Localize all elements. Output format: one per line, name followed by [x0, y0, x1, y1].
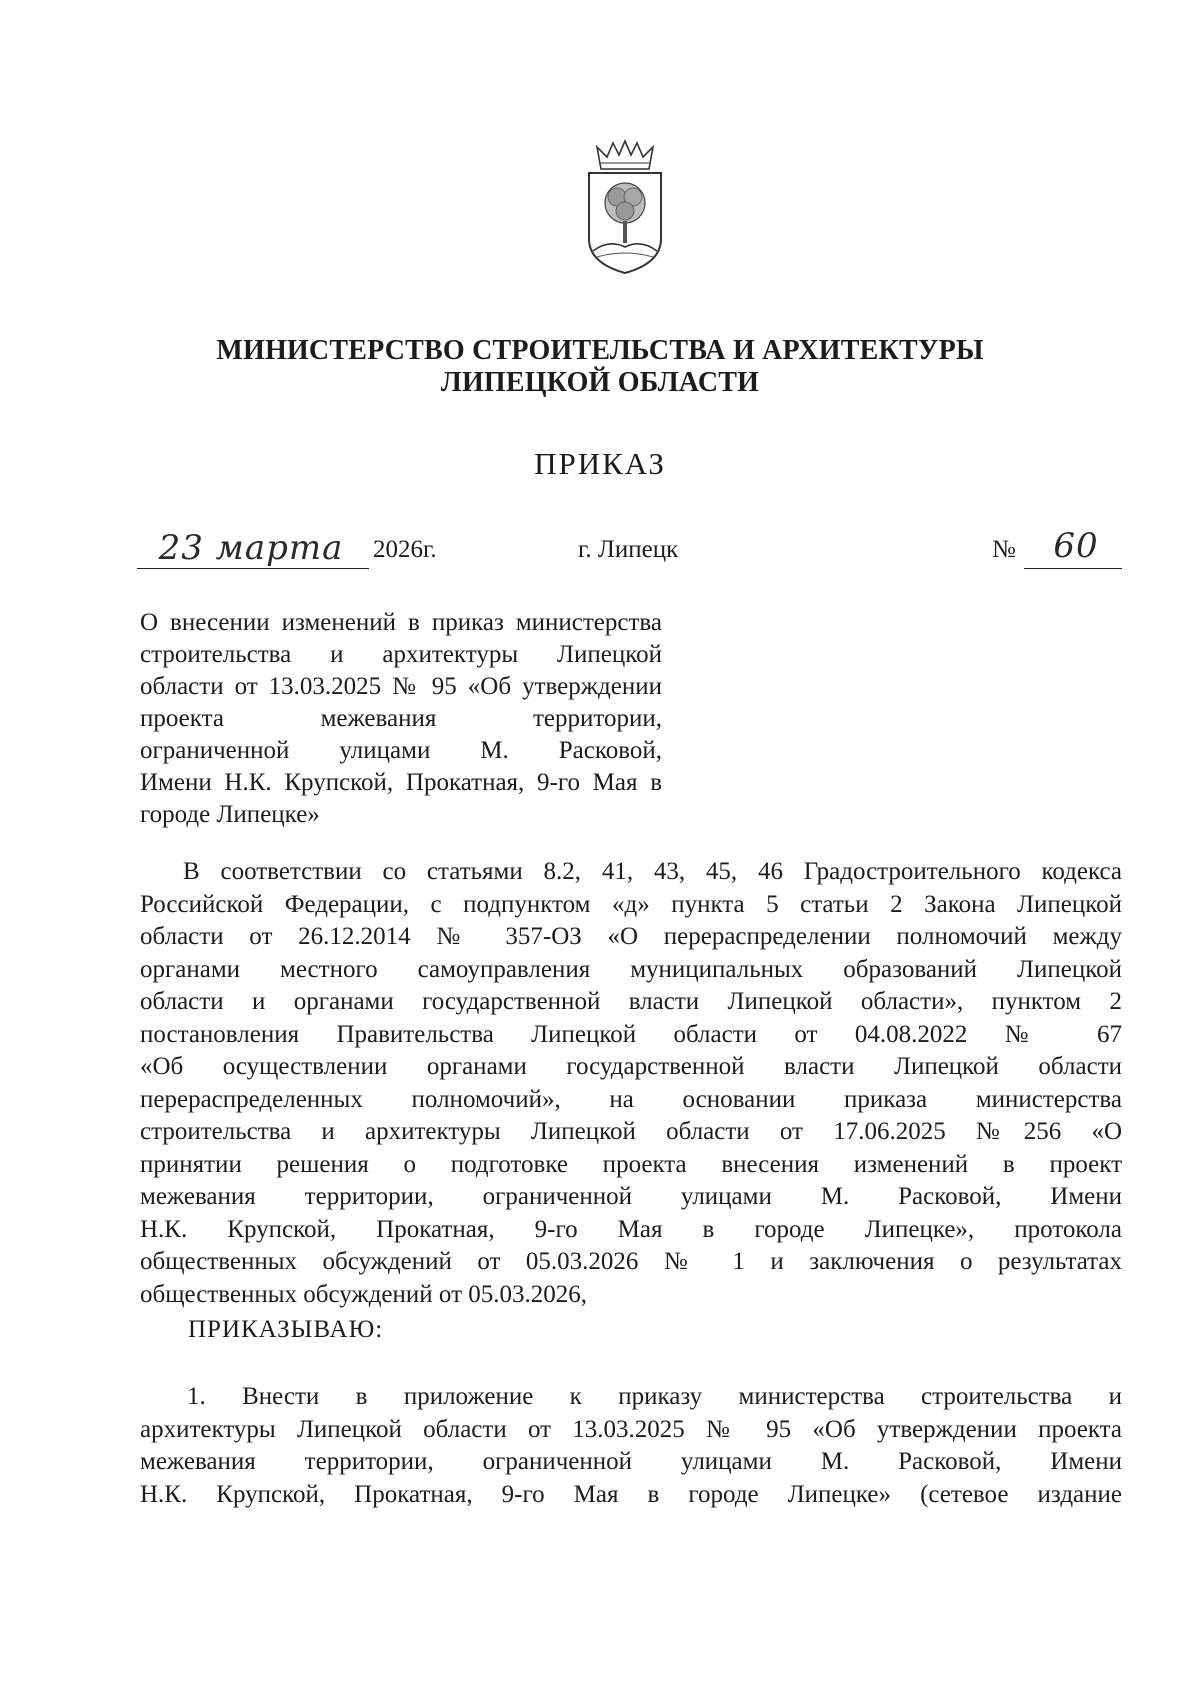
number-underline	[1024, 568, 1122, 569]
handwritten-number: 60	[1053, 526, 1099, 566]
body-line: области от 26.12.2014 № 357-ОЗ «О перераспределении полномочий между	[140, 923, 1122, 950]
document-type-title: ПРИКАЗ	[534, 446, 666, 481]
body-line: строительства и архитектуры Липецкой области от 17.06.2025 №256 «О	[140, 1118, 1122, 1145]
item-line: Н.К. Крупской, Прокатная, 9-го Мая в городе Липецке» (сетевое издание	[140, 1480, 1122, 1508]
preamble-paragraph	[140, 856, 1122, 1311]
subject-line: проекта межевания территории,	[140, 705, 662, 732]
item-line: 1. Внести в приложение к приказу министерства строительства и	[187, 1383, 1122, 1410]
body-line: Российской Федерации, с подпунктом «д» пункта 5 статьи 2 Закона Липецкой	[140, 890, 1122, 918]
document-year: 2026г.	[373, 536, 437, 563]
item-line: архитектуры Липецкой области от 13.03.2025 № 95 «Об утверждении проекта	[140, 1415, 1122, 1443]
subject-line: городе Липецке»	[140, 801, 320, 828]
order-item-1	[140, 1381, 1122, 1511]
item-line: межевания территории, ограниченной улицами М. Расковой, Имени	[140, 1448, 1122, 1475]
subject-line: строительства и архитектуры Липецкой	[140, 641, 662, 668]
subject-line: Имени Н.К. Крупской, Прокатная, 9-го Мая в	[140, 769, 662, 796]
subject-line: ограниченной улицами М. Расковой,	[140, 737, 662, 764]
body-line: общественных обсуждений от 05.03.2026 № 1 и заключения о результатах	[140, 1248, 1122, 1275]
ministry-name-line1: МИНИСТЕРСТВО СТРОИТЕЛЬСТВА И АРХИТЕКТУРЫ	[216, 335, 984, 366]
number-label: №	[992, 536, 1016, 563]
handwritten-date: 23 марта	[158, 528, 344, 568]
body-line: Н.К. Крупской, Прокатная, 9-го Мая в городе Липецке», протокола	[140, 1215, 1122, 1243]
subject-line: О внесении изменений в приказ министерства	[140, 609, 662, 636]
body-line: области и органами государственной власти Липецкой области», пунктом 2	[140, 988, 1122, 1015]
subject-line: области от 13.03.2025 № 95 «Об утверждении	[140, 673, 662, 700]
date-underline	[137, 568, 369, 569]
body-line: органами местного самоуправления муниципальных образований Липецкой	[140, 955, 1122, 983]
body-line: В соответствии со статьями 8.2, 41, 43, 45, 46 Градостроительного кодекса	[183, 858, 1122, 885]
ministry-name-line2: ЛИПЕЦКОЙ ОБЛАСТИ	[440, 367, 760, 398]
body-line: принятии решения о подготовке проекта внесения изменений в проект	[140, 1150, 1122, 1178]
coat-of-arms-emblem	[583, 139, 667, 275]
document-city: г. Липецк	[578, 536, 679, 563]
body-line: постановления Правительства Липецкой области от 04.08.2022 № 67	[140, 1020, 1122, 1048]
body-line: межевания территории, ограниченной улицами М. Расковой, Имени	[140, 1183, 1122, 1210]
body-line: перераспределенных полномочий», на основании приказа министерства	[140, 1085, 1122, 1113]
document-subject	[140, 607, 662, 831]
body-line: «Об осуществлении органами государственной власти Липецкой области	[140, 1053, 1122, 1080]
order-directive-word: ПРИКАЗЫВАЮ:	[188, 1316, 384, 1343]
body-line: общественных обсуждений от 05.03.2026,	[140, 1280, 587, 1308]
